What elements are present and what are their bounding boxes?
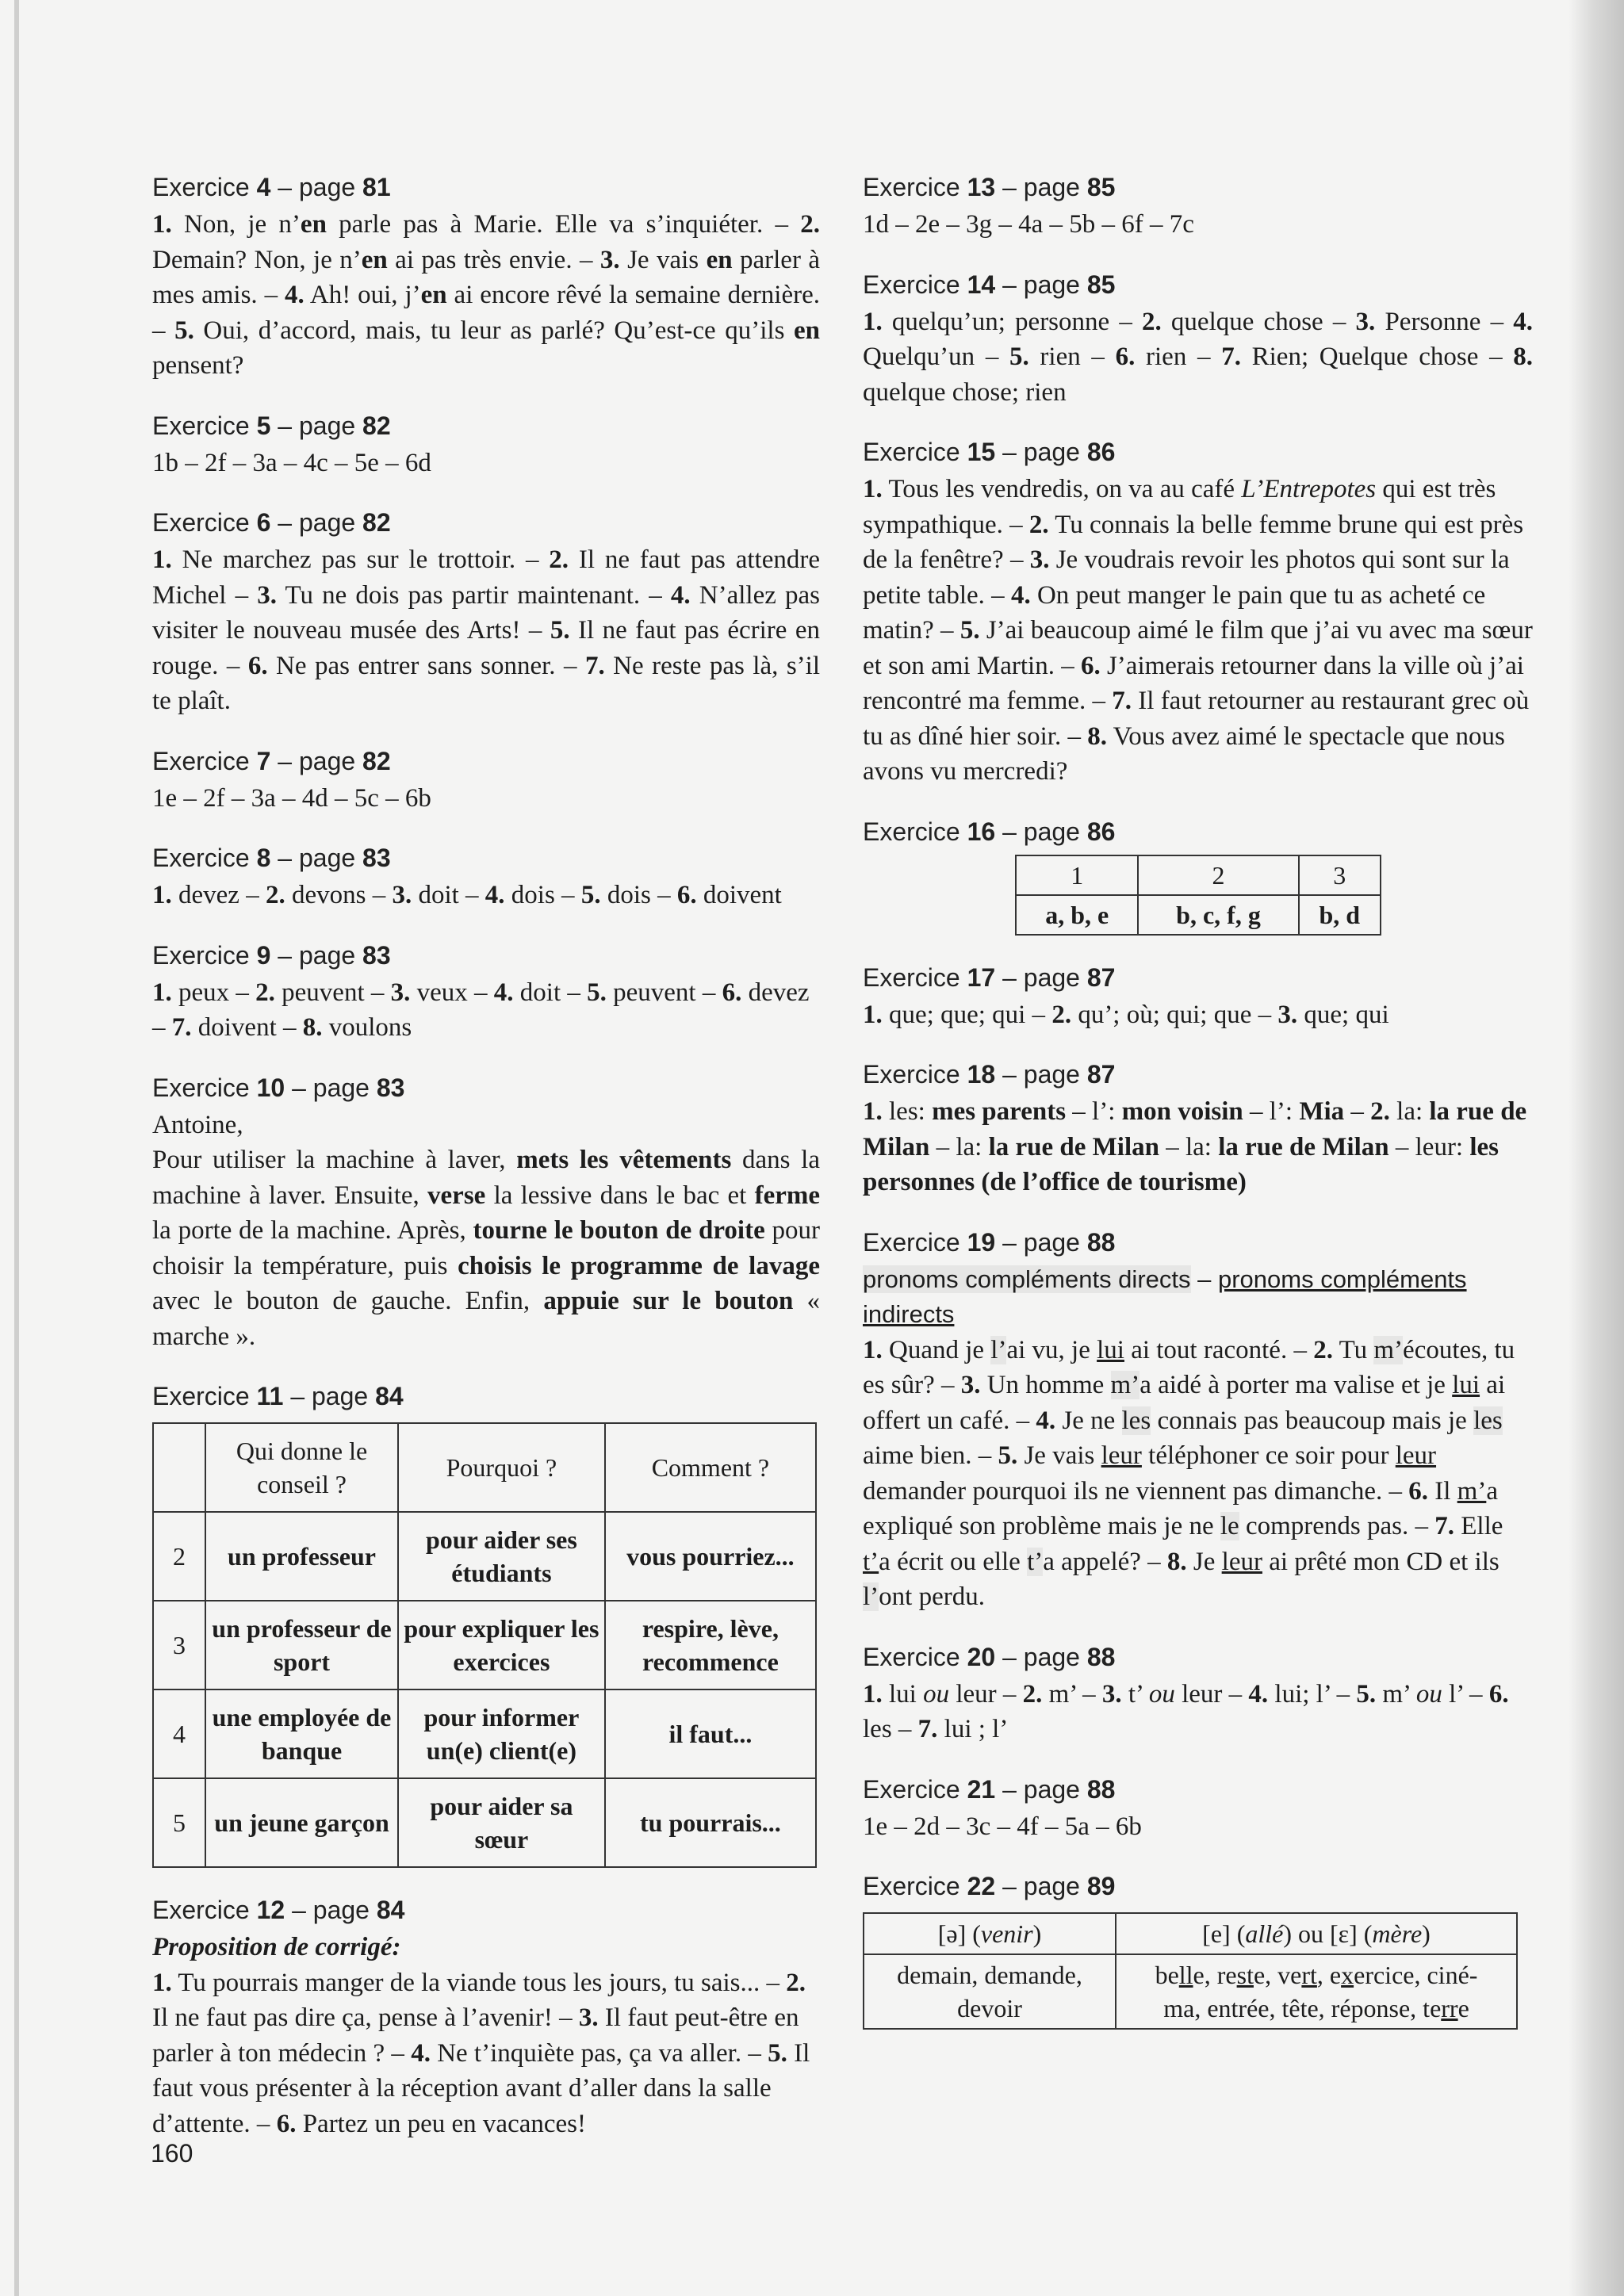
table-cell: 2 (153, 1512, 205, 1601)
table-cell: 5 (153, 1778, 205, 1867)
exercise-heading: Exercice 22 – page 89 (863, 1872, 1116, 1900)
table-cell: un professeur (205, 1512, 398, 1601)
exercise-heading: Exercice 8 – page 83 (152, 844, 391, 872)
exercise-9 (152, 939, 820, 1046)
legend-indirect: pronoms compléments indirects (863, 1265, 1467, 1328)
exercise-answer: 1. les: mes parents – l’: mon voisin – l’: Mia – 2. la: la rue de Milan – la: la rue de Milan – la: la rue de Milan – leur: les personnes (de l’office de tourisme) (863, 1097, 1527, 1196)
exercise-6 (152, 506, 820, 719)
exercise-heading: Exercice 14 – page 85 (863, 270, 1116, 299)
exercise-heading: Exercice 9 – page 83 (152, 940, 391, 970)
exercise-answer: 1. quelqu’un; personne – 2. quelque chose – 3. Personne – 4. Quelqu’un – 5. rien – 6. rien – 7. Rien; Quelque chose – 8. quelque chose; rien (863, 307, 1533, 407)
table-cell: belle, reste, vert, exercice, ciné- ma, entrée, tête, réponse, terre (1116, 1954, 1517, 2029)
exercise-answer: 1. devez – 2. devons – 3. doit – 4. dois – 5. dois – 6. doivent (152, 881, 782, 909)
exercise-heading: Exercice 11 – page 84 (152, 1382, 404, 1410)
table-cell: pour informer un(e) client(e) (398, 1689, 605, 1778)
exercise-answer: 1b – 2f – 3a – 4c – 5e – 6d (152, 448, 431, 477)
exercise-answer: 1. Ne marchez pas sur le trottoir. – 2. Il ne faut pas attendre Michel – 3. Tu ne dois pas partir maintenant. – 4. N’allez pas visiter le nouveau musée des Arts! – 5. Il ne faut pas écrire en rouge. – 6. Ne pas entrer sans sonner. – 7. Ne reste pas là, s’il te plaît. (152, 545, 820, 715)
table-cell: a, b, e (1016, 895, 1138, 935)
exercise-12 (152, 1893, 820, 2141)
legend-direct: pronoms compléments directs (863, 1265, 1191, 1293)
exercise-14 (863, 268, 1533, 411)
table-row (153, 1512, 816, 1601)
table-row (153, 1689, 816, 1778)
table-cell: b, d (1299, 895, 1381, 935)
table-row (1016, 895, 1381, 935)
exercise-answer: 1. peux – 2. peuvent – 3. veux – 4. doit – 5. peuvent – 6. devez – 7. doivent – 8. voulons (152, 978, 810, 1042)
proposition-label: Proposition de corrigé: (152, 1933, 401, 1961)
book-spine-shadow (1568, 0, 1624, 2296)
table-cell: un jeune garçon (205, 1778, 398, 1867)
answer-table (1015, 855, 1381, 936)
exercise-heading: Exercice 4 – page 81 (152, 173, 391, 201)
table-row (153, 1601, 816, 1689)
exercise-heading: Exercice 13 – page 85 (863, 173, 1116, 201)
exercise-heading: Exercice 20 – page 88 (863, 1642, 1116, 1671)
pronoun-legend: pronoms compléments directs – pronoms compléments indirects (863, 1265, 1467, 1328)
exercise-answer: 1. lui ou leur – 2. m’ – 3. t’ ou leur – 4. lui; l’ – 5. m’ ou l’ – 6. les – 7. lui ; l’ (863, 1679, 1509, 1743)
table-cell: b, c, f, g (1138, 895, 1298, 935)
table-header-cell (153, 1423, 205, 1512)
table-cell: il faut... (605, 1689, 816, 1778)
exercise-18 (863, 1058, 1533, 1200)
table-cell: pour aider ses étudiants (398, 1512, 605, 1601)
exercise-heading: Exercice 15 – page 86 (863, 438, 1116, 466)
table-cell: 4 (153, 1689, 205, 1778)
exercise-answer: 1. Quand je l’ai vu, je lui ai tout raconté. – 2. Tu m’écoutes, tu es sûr? – 3. Un homme m’a aidé à porter ma valise et je lui ai offert un café. – 4. Je ne les connais pas beaucoup mais je les aime bien. – 5. Je vais leur téléphoner ce soir pour leur demander pourquoi ils ne viennent pas dimanche. – 6. Il m’a expliqué son problème mais je ne le comprends pas. – 7. Elle t’a écrit ou elle t’a appelé? – 8. Je leur ai prêté mon CD et ils l’ont perdu. (863, 1335, 1515, 1611)
exercise-answer: 1. que; que; qui – 2. qu’; où; qui; que – 3. que; qui (863, 1000, 1389, 1029)
exercise-17 (863, 961, 1533, 1033)
exercise-heading: Exercice 6 – page 82 (152, 508, 391, 537)
table-row (153, 1778, 816, 1867)
exercise-answer: 1. Non, je n’en parle pas à Marie. Elle va s’inquiéter. – 2. Demain? Non, je n’en ai pas très envie. – 3. Je vais en parler à mes amis. – 4. Ah! oui, j’en ai encore rêvé la semaine dernière. – 5. Oui, d’accord, mais, tu leur as parlé? Qu’est-ce qu’ils en pensent? (152, 210, 820, 380)
exercise-answer: 1e – 2f – 3a – 4d – 5c – 6b (152, 783, 431, 813)
page-edge (14, 0, 19, 2296)
exercise-22 (863, 1869, 1533, 2030)
table-header-cell: 2 (1138, 855, 1298, 895)
table-cell: respire, lève, recommence (605, 1601, 816, 1689)
table-cell: pour expliquer les exercices (398, 1601, 605, 1689)
exercise-answer: 1. Tu pourrais manger de la viande tous les jours, tu sais... – 2. Il ne faut pas dire ça, pense à l’avenir! – 3. Il faut peut-être en parler à ton médecin ? – 4. Ne t’inquiète pas, ça va aller. – 5. Il faut vous présenter à la réception avant d’aller dans la salle d’attente. – 6. Partez un peu en vacances! (152, 1968, 810, 2138)
table-header-row (153, 1423, 816, 1512)
table-row (864, 1954, 1517, 2029)
table-header-cell: Pourquoi ? (398, 1423, 605, 1512)
exercise-answer: Pour utiliser la machine à laver, mets les vêtements dans la machine à laver. Ensuite, verse la lessive dans le bac et ferme la porte de la machine. Après, tourne le bouton de droite pour choisir la température, puis choisis le programme de lavage avec le bouton de gauche. Enfin, appuie sur le bouton « marche ». (152, 1146, 821, 1351)
exercise-19 (863, 1226, 1533, 1615)
exercise-15 (863, 435, 1533, 790)
exercise-heading: Exercice 18 – page 87 (863, 1060, 1116, 1089)
table-header-row (1016, 855, 1381, 895)
table-header-cell: Qui donne le conseil ? (205, 1423, 398, 1512)
table-header-row (864, 1913, 1517, 1954)
exercise-heading: Exercice 5 – page 82 (152, 411, 391, 440)
exercise-answer: 1d – 2e – 3g – 4a – 5b – 6f – 7c (863, 210, 1194, 239)
exercise-heading: Exercice 7 – page 82 (152, 746, 391, 775)
table-cell: vous pourriez... (605, 1512, 816, 1601)
exercise-heading: Exercice 10 – page 83 (152, 1073, 405, 1102)
table-cell: une employée de banque (205, 1689, 398, 1778)
exercise-20 (863, 1640, 1533, 1747)
exercise-7 (152, 744, 820, 817)
table-header-cell: [e] (allé) ou [ɛ] (mère) (1116, 1913, 1517, 1954)
exercise-answer: 1. Tous les vendredis, on va au café L’Entrepotes qui est très sympathique. – 2. Tu connais la belle femme brune qui est près de la fenêtre? – 3. Je voudrais revoir les photos qui sont sur la petite table. – 4. On peut manger le pain que tu as acheté ce matin? – 5. J’ai beaucoup aimé le film que j’ai vu avec ma sœur et son ami Martin. – 6. J’aimerais retourner dans la ville où j’ai rencontré ma femme. – 7. Il faut retourner au restaurant grec où tu as dîné hier soir. – 8. Vous avez aimé le spectacle que nous avons vu mercredi? (863, 475, 1533, 786)
table-cell: demain, demande, devoir (864, 1954, 1116, 2029)
table-cell: tu pourrais... (605, 1778, 816, 1867)
exercise-heading: Exercice 17 – page 87 (863, 962, 1116, 992)
table-cell: 3 (153, 1601, 205, 1689)
exercise-16 (863, 815, 1533, 936)
table-header-cell: 3 (1299, 855, 1381, 895)
table-cell: un professeur de sport (205, 1601, 398, 1689)
right-column (863, 170, 1533, 2055)
left-column (152, 170, 820, 2167)
page-number: 160 (151, 2139, 193, 2168)
exercise-21 (863, 1773, 1533, 1845)
exercise-heading: Exercice 16 – page 86 (863, 817, 1116, 846)
exercise-greeting: Antoine, (152, 1110, 243, 1139)
exercise-heading: Exercice 21 – page 88 (863, 1774, 1116, 1804)
advice-table (152, 1422, 817, 1868)
exercise-13 (863, 170, 1533, 243)
exercise-5 (152, 409, 820, 481)
table-cell: pour aider sa sœur (398, 1778, 605, 1867)
table-header-cell: 1 (1016, 855, 1138, 895)
table-header-cell: Comment ? (605, 1423, 816, 1512)
exercise-8 (152, 841, 820, 913)
exercise-answer: 1e – 2d – 3c – 4f – 5a – 6b (863, 1812, 1142, 1841)
exercise-10 (152, 1071, 820, 1355)
exercise-11 (152, 1380, 820, 1868)
exercise-4 (152, 170, 820, 384)
table-header-cell: [ə] (venir) (864, 1913, 1116, 1954)
phonetics-table (863, 1912, 1518, 2030)
exercise-heading: Exercice 12 – page 84 (152, 1896, 405, 1924)
exercise-heading: Exercice 19 – page 88 (863, 1227, 1116, 1257)
